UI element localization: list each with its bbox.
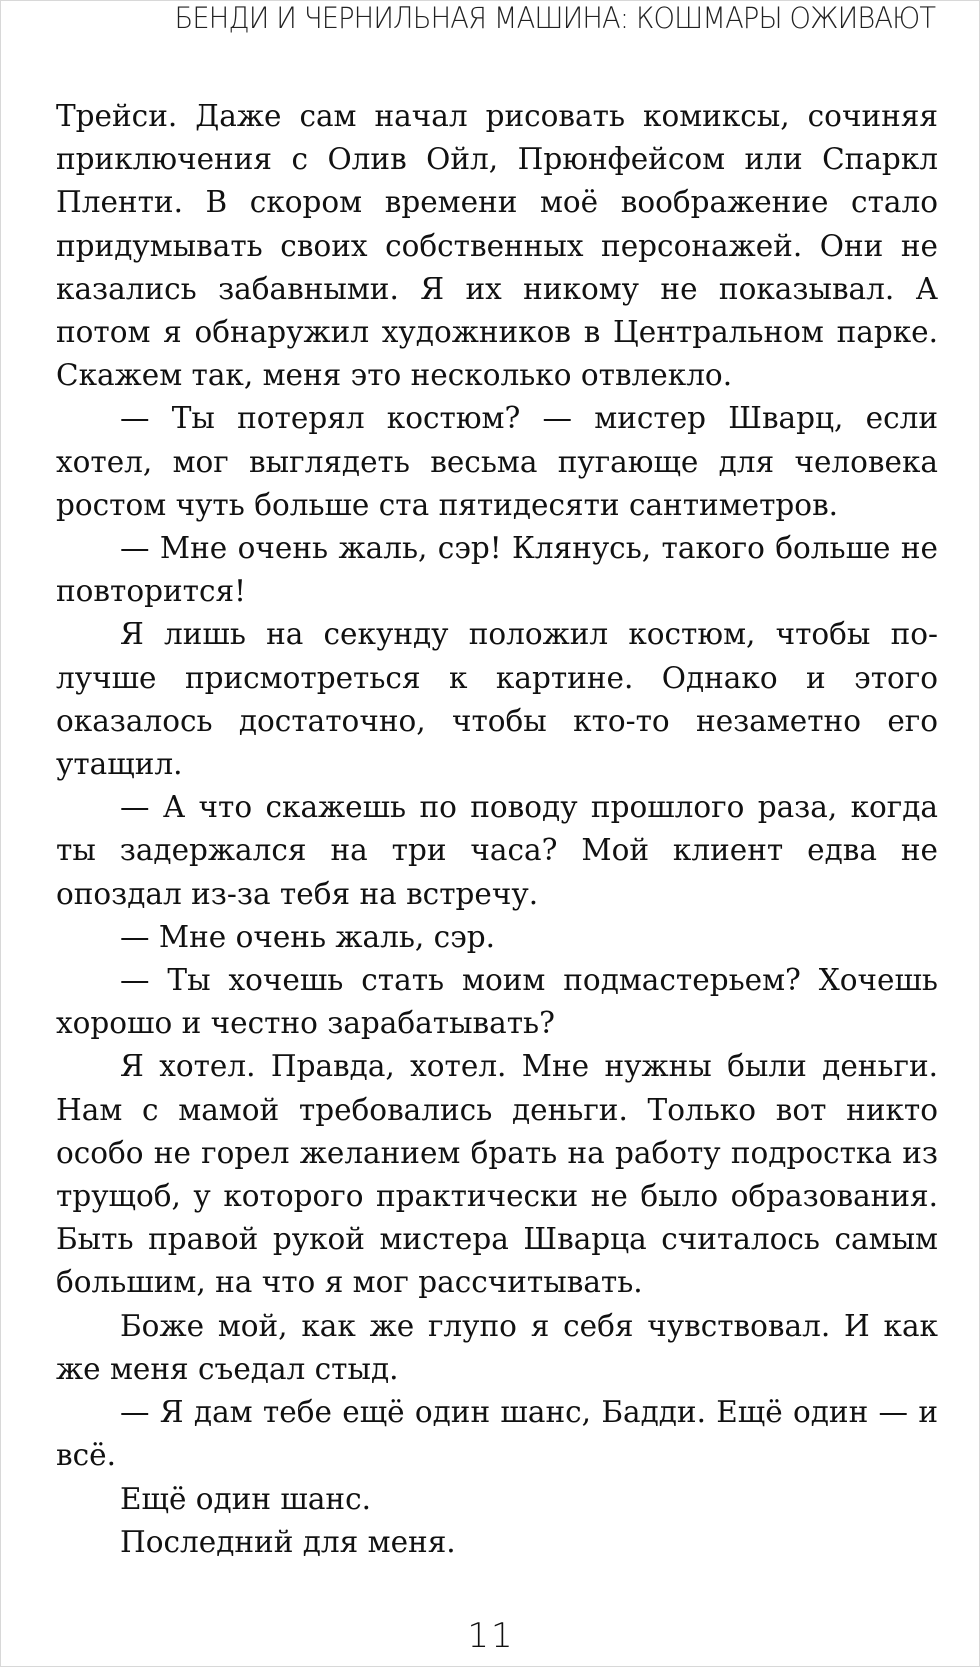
paragraph: — А что скажешь по поводу прошлого раза, когда ты задержался на три часа? Мой клиент едва не опоздал из-за тебя на встречу. — [56, 790, 938, 911]
paragraph: — Мне очень жаль, сэр! Клянусь, такого больше не повторится! — [56, 531, 938, 609]
paragraph: — Мне очень жаль, сэр. — [120, 919, 495, 954]
paragraph: Я лишь на секунду положил костюм, чтобы получше присмотреться к картине. Однако и этого оказалось достаточно, чтобы кто-то незаметно его утащил. — [56, 617, 938, 782]
running-header-title: БЕНДИ И ЧЕРНИЛЬНАЯ МАШИНА: КОШМАРЫ ОЖИВАЮТ — [174, 1, 935, 35]
paragraph: — Я дам тебе ещё один шанс, Бадди. Ещё один — и всё. — [56, 1395, 938, 1473]
paragraph: Я хотел. Правда, хотел. Мне нужны были деньги. Нам с мамой требовались деньги. Только вот никто особо не горел желанием брать на работу подростка из трущоб, у которого практически не было образования. Быть правой рукой мистера Шварца считалось самым большим, на что я мог рассчитывать. — [56, 1049, 938, 1300]
page-body-text — [56, 95, 938, 1564]
paragraph: Трейси. Даже сам начал рисовать комиксы, сочиняя приключения с Олив Ойл, Прюнфейсом или Спаркл Пленти. В скором времени моё воображение стало придумывать своих собственных персонажей. Они не казались забавными. Я их никому не показывал. А потом я обнаружил художников в Центральном парке. Скажем так, меня это несколько отвлекло. — [56, 99, 938, 393]
paragraph: Боже мой, как же глупо я себя чувствовал. И как же меня съедал стыд. — [56, 1308, 938, 1386]
paragraph: — Ты хочешь стать моим подмастерьем? Хочешь хорошо и честно зарабатывать? — [56, 963, 938, 1041]
paragraph: Последний для меня. — [120, 1524, 456, 1559]
page-number: 11 — [467, 1616, 515, 1656]
paragraph: — Ты потерял костюм? — мистер Шварц, если хотел, мог выглядеть весьма пугающе для человека ростом чуть больше ста пятидесяти сантиметров. — [56, 401, 938, 522]
paragraph: Ещё один шанс. — [120, 1481, 371, 1516]
